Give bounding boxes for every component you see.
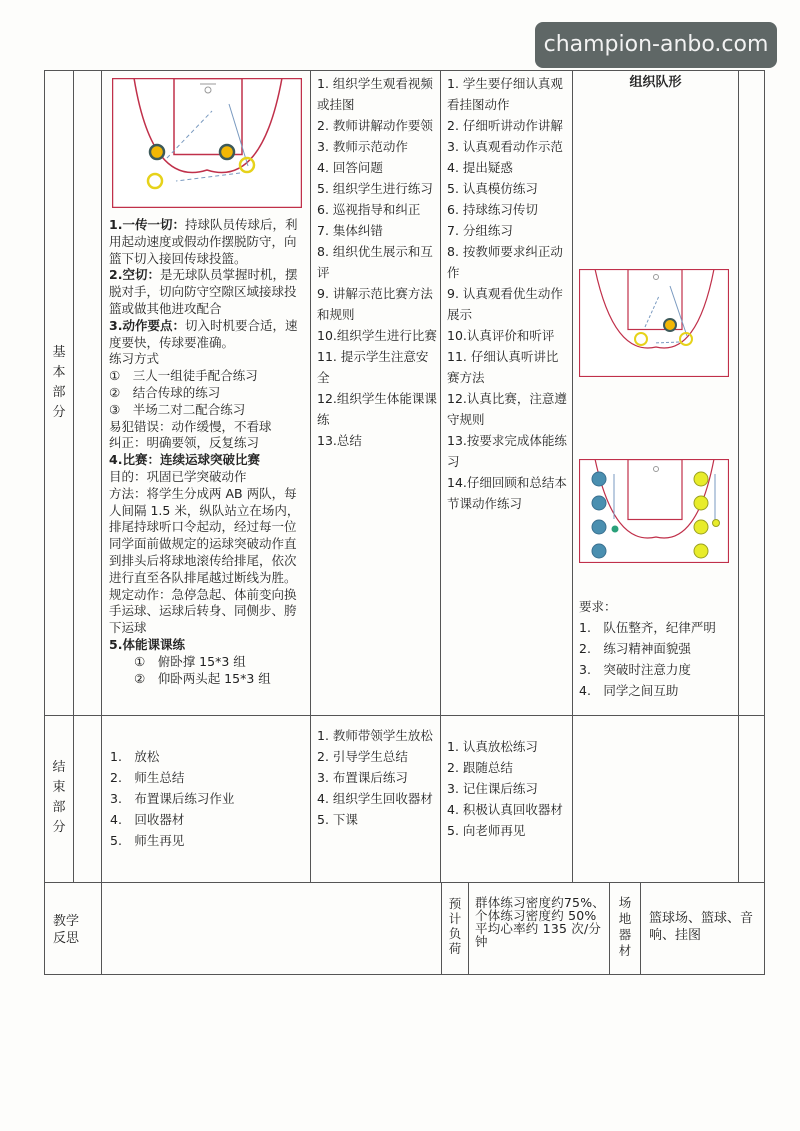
venue-text: 篮球场、篮球、音响、挂图	[649, 911, 754, 943]
basic-extra-cell	[738, 70, 765, 716]
reflection-label-cell	[44, 882, 102, 975]
basic-section-label: 基 本 部 分	[52, 345, 66, 420]
load-label-cell	[441, 882, 469, 975]
watermark: champion-anbo.com	[535, 22, 777, 68]
load-label: 预 计 负 荷	[448, 896, 462, 956]
basic-formation-cell	[572, 70, 739, 716]
basic-teacher-list: 1. 组织学生观看视频或挂图 2. 教师讲解动作要领 3. 教师示范动作 4. 回答问题 5. 组织学生进行练习 6. 巡视指导和纠正 7. 集体纠错 8. 组织优生展示和互评 9. 讲解示范比赛方法和规则 10.组织学生进行比赛 11. 提示学生注意安全 12.组织学生体能课课练 13.总结	[317, 76, 437, 448]
venue-label-cell	[609, 882, 641, 975]
court-diagram-formation-1	[579, 269, 729, 377]
formation-title: 组织队形	[629, 75, 682, 90]
load-content-cell	[468, 882, 610, 975]
basic-blank-cell	[73, 70, 102, 716]
ending-student-cell	[440, 715, 573, 883]
ending-section-label: 结 束 部 分	[52, 760, 66, 835]
formation-requirements: 要求： 1. 队伍整齐，纪律严明 2. 练习精神面貌强 3. 突破时注意力度 4. 同学之间互助	[579, 599, 716, 698]
court-diagram-give-and-go	[112, 78, 302, 208]
basic-section-label-cell	[44, 70, 74, 716]
reflection-content-cell[interactable]	[101, 882, 442, 975]
ending-teacher-list: 1. 教师带领学生放松 2. 引导学生总结 3. 布置课后练习 4. 组织学生回收器材 5. 下课	[317, 728, 433, 827]
ending-blank-cell	[73, 715, 102, 883]
court-diagram-formation-2	[579, 459, 729, 563]
ending-formation-cell	[572, 715, 739, 883]
ending-content-cell	[101, 715, 311, 883]
ending-extra-cell	[738, 715, 765, 883]
ending-student-list: 1. 认真放松练习 2. 跟随总结 3. 记住课后练习 4. 积极认真回收器材 5. 向老师再见	[447, 739, 563, 838]
basic-content-text: 1.一传一切：持球队员传球后，利用起动速度或假动作摆脱防守，向篮下切入接回传球投篮。 2.空切：是无球队员掌握时机，摆脱对手，切向防守空隙区域接球投篮或做其他进攻配合 3.动作要点：切入时机要合适，速度要快，传球要准确。 练习方式 ① 三人一组徒手配合练习 ② 结合传球的练习 ③ 半场二对二配合练习 易犯错误：动作缓慢，不看球 纠正：明确要领，反复练习 4.比赛：连续运球突破比赛 目的：巩固已学突破动作 方法：将学生分成两 AB 两队，每人间隔 1.5 米，纵队站立在场内，排尾持球听口令起动，经过每一位同学面前做规定的运球突破动作直到排头后将球地滚传给排尾，依次进行直至各队排尾越过断线为胜。 规定动作：急停急起、体前变向换手运球、运球后转身、同侧步、胯下运球 5.体能课课练 ① 俯卧撑 15*3 组 ② 仰卧两头起 15*3 组	[109, 217, 300, 686]
venue-label: 场 地 器 材	[618, 895, 632, 958]
ending-content-list: 1. 放松 2. 师生总结 3. 布置课后练习作业 4. 回收器材 5. 师生再见	[110, 749, 235, 848]
basic-student-list: 1. 学生要仔细认真观看挂图动作 2. 仔细听讲动作讲解 3. 认真观看动作示范 4. 提出疑惑 5. 认真模仿练习 6. 持球练习传切 7. 分组练习 8. 按教师要求纠正动作 9. 认真观看优生动作展示 10.认真评价和听评 11. 仔细认真听讲比赛方法 12.认真比赛，注意遵守规则 13.按要求完成体能练习 14.仔细回顾和总结本节课动作练习	[447, 76, 567, 511]
load-text: 群体练习密度约75%、个体练习密度约 50% 平均心率约 135 次/分钟	[475, 895, 605, 949]
basic-student-cell	[440, 70, 573, 716]
ending-teacher-cell	[310, 715, 441, 883]
lesson-plan-table	[44, 70, 765, 975]
basic-teacher-cell	[310, 70, 441, 716]
ending-section-label-cell	[44, 715, 74, 883]
basic-content-cell	[101, 70, 311, 716]
reflection-label: 教学反思	[53, 914, 80, 946]
venue-content-cell	[640, 882, 765, 975]
